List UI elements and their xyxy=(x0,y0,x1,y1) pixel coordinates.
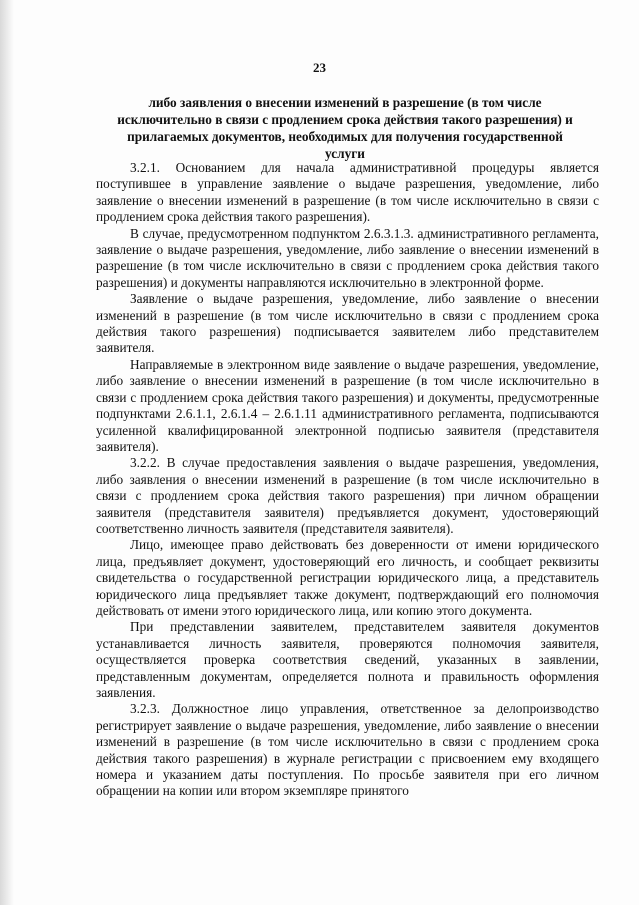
paragraph-signature: Заявление о выдаче разрешения, уведомление, либо заявление о внесении изменений в разрешение (в том числе исключительно в связи с продлением срока действия такого разрешения) подписывается заявителем либо представителем заявителя. xyxy=(96,291,599,356)
page-number: 23 xyxy=(313,60,326,75)
paragraph-electronic-signature: Направляемые в электронном виде заявление о выдаче разрешения, уведомление, либо заявление о внесении изменений в разрешение (в том числе исключительно в связи с продлением срока действия такого разрешения) и документы, предусмотренные подпунктами 2.6.1.1, 2.6.1.4 – 2.6.1.11 административного регламента, подписываются усиленной квалифицированной электронной подписью заявителя (представителя заявителя). xyxy=(96,356,599,454)
section-heading: либо заявления о внесении изменений в разрешение (в том числе исключительно в связи с продлением срока действия такого разрешения) и прилагаемых документов, необходимых для получения государственной услуги xyxy=(117,95,573,161)
document-body xyxy=(96,160,599,800)
paragraph-legal-entity: Лицо, имеющее право действовать без доверенности от имени юридического лица, предъявляет документ, удостоверяющий его личность, и сообщает реквизиты свидетельства о государственной регистрации юридического лица, а представитель юридического лица предъявляет также документ, подтверждающий его полномочия действовать от имени этого юридического лица, или копию этого документа. xyxy=(96,537,599,618)
paragraph-3-2-3: 3.2.3. Должностное лицо управления, ответственное за делопроизводство регистрирует заявление о выдаче разрешения, уведомление, либо заявление о внесении изменений в разрешение (в том числе исключительно в связи с продлением срока действия такого разрешения) в журнале регистрации с присвоением ему входящего номера и указанием даты поступления. По просьбе заявителя при его личном обращении на копии или втором экземпляре принятого xyxy=(96,701,599,799)
scan-edge-shadow xyxy=(0,0,14,905)
paragraph-electronic-form: В случае, предусмотренном подпунктом 2.6.3.1.3. административного регламента, заявление о выдаче разрешения, уведомление, либо заявление о внесении изменений в разрешение (в том числе исключительно в связи с продлением срока действия такого разрешения) и документы направляются исключительно в электронной форме. xyxy=(96,225,599,290)
paragraph-3-2-2: 3.2.2. В случае предоставления заявления о выдаче разрешения, уведомления, либо заявления о внесении изменений в разрешение (в том числе исключительно в связи с продлением срока действия такого разрешения) при личном обращении заявителя (представителя заявителя) предъявляется документ, удостоверяющий соответственно личность заявителя (представителя заявителя). xyxy=(96,455,599,536)
paragraph-identity-check: При представлении заявителем, представителем заявителя документов устанавливается личность заявителя, проверяются полномочия заявителя, осуществляется проверка соответствия сведений, указанных в заявлении, представленным документам, определяется полнота и правильность оформления заявления. xyxy=(96,619,599,700)
paragraph-3-2-1: 3.2.1. Основанием для начала административной процедуры является поступившее в управление заявление о выдаче разрешения, уведомление, либо заявление о внесении изменений в разрешение (в том числе исключительно в связи с продлением срока действия такого разрешения). xyxy=(96,160,599,225)
